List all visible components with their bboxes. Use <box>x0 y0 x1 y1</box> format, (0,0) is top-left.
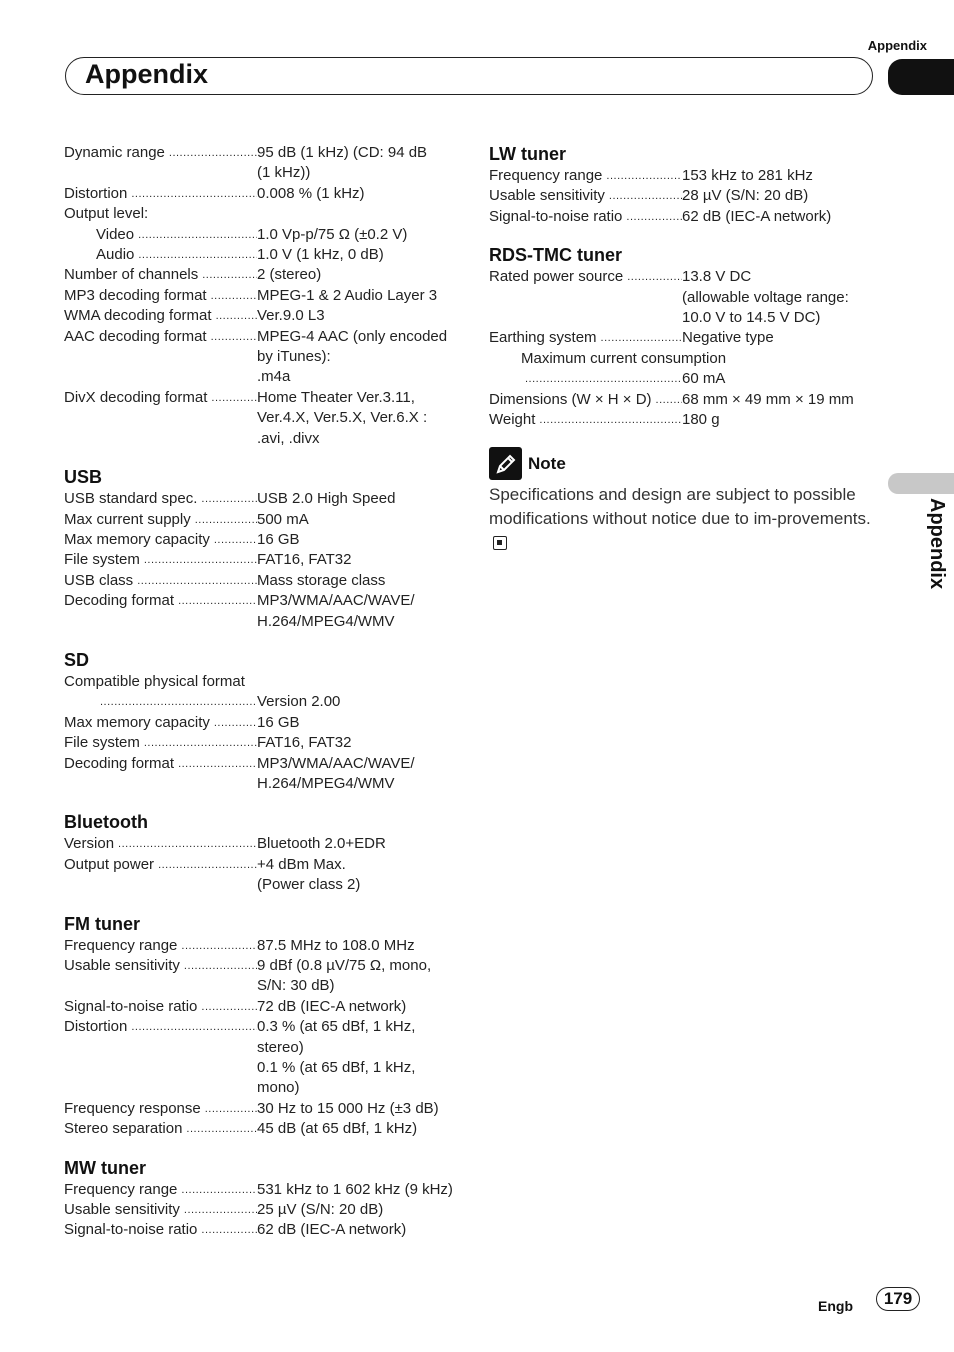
spec-label-cell <box>64 408 257 428</box>
right-column <box>489 143 884 555</box>
spec-label <box>64 692 96 712</box>
spec-label: Decoding format <box>64 592 175 610</box>
spec-label: Decoding format <box>64 754 175 772</box>
spec-row <box>64 388 459 408</box>
spec-label: Earthing system <box>489 329 597 347</box>
leader-dots <box>601 328 682 348</box>
side-section-label <box>920 498 950 608</box>
spec-label: Frequency response <box>64 1099 201 1117</box>
spec-value: Ver.4.X, Ver.5.X, Ver.6.X : <box>257 409 428 427</box>
spec-row <box>64 1220 459 1240</box>
spec-row <box>489 369 884 389</box>
end-of-section-icon <box>493 536 507 550</box>
spec-rds-tmc-section <box>489 244 884 430</box>
spec-label-cell <box>64 429 257 449</box>
note-header <box>489 447 884 480</box>
spec-value: 60 mA <box>682 370 726 388</box>
spec-row <box>64 1119 459 1139</box>
spec-row <box>64 530 459 550</box>
spec-row <box>64 286 459 306</box>
spec-label: Distortion <box>64 184 128 202</box>
spec-value: .avi, .divx <box>257 429 320 447</box>
spec-label: Max memory capacity <box>64 530 210 548</box>
spec-label: Usable sensitivity <box>489 187 605 205</box>
spec-label: Signal-to-noise ratio <box>64 1221 198 1239</box>
spec-value: FAT16, FAT32 <box>257 734 352 752</box>
leader-dots <box>118 834 257 854</box>
spec-row <box>64 510 459 530</box>
spec-label: Frequency range <box>489 167 603 184</box>
leader-dots <box>184 1200 257 1220</box>
spec-label: File system <box>64 734 140 752</box>
spec-label: USB class <box>64 571 134 589</box>
spec-row <box>64 489 459 509</box>
section-heading: Bluetooth <box>64 812 148 833</box>
spec-value: 45 dB (at 65 dBf, 1 kHz) <box>257 1120 418 1138</box>
spec-label-cell <box>64 245 257 265</box>
spec-label-cell <box>64 591 257 611</box>
spec-row <box>64 754 459 774</box>
spec-row <box>64 936 459 956</box>
leader-dots <box>131 184 257 204</box>
spec-value: FAT16, FAT32 <box>257 551 352 569</box>
leader-dots <box>202 265 257 285</box>
leader-dots <box>201 489 257 509</box>
spec-label-cell <box>64 265 257 285</box>
spec-row <box>64 429 459 449</box>
leader-dots <box>214 530 257 550</box>
spec-label-cell <box>489 267 682 287</box>
leader-dots <box>656 390 682 410</box>
spec-row <box>64 1017 459 1037</box>
leader-dots <box>169 143 257 163</box>
spec-lw-tuner-section <box>489 143 884 227</box>
spec-label: Dynamic range <box>64 144 165 161</box>
side-label-text: Appendix <box>926 498 948 590</box>
section-heading: MW tuner <box>64 1157 146 1178</box>
spec-bluetooth-section <box>64 811 459 895</box>
spec-label: AAC decoding format <box>64 327 207 345</box>
spec-value: 9 dBf (0.8 µV/75 Ω, mono, <box>257 957 432 974</box>
note-text: Specifications and design are subject to possible modifications without notice due to im-provements. <box>489 485 871 529</box>
leader-dots <box>205 1099 257 1119</box>
spec-value: MPEG-4 AAC (only encoded <box>257 327 448 345</box>
leader-dots <box>525 369 682 389</box>
spec-row <box>64 1180 459 1200</box>
spec-label-cell <box>489 328 682 348</box>
spec-value: mono) <box>257 1079 300 1097</box>
spec-row <box>64 612 459 632</box>
spec-label: Max current supply <box>64 510 191 528</box>
spec-label-cell <box>64 754 257 774</box>
spec-label-cell <box>64 184 257 204</box>
spec-row <box>64 976 459 996</box>
spec-label: Output power <box>64 855 155 873</box>
leader-dots <box>100 692 257 712</box>
spec-row <box>64 163 459 183</box>
leader-dots <box>181 936 257 956</box>
spec-label-cell <box>64 347 257 367</box>
spec-value: (allowable voltage range: <box>682 288 849 306</box>
spec-label-cell <box>64 692 257 712</box>
spec-value: Mass storage class <box>257 571 386 589</box>
spec-value: .m4a <box>257 368 291 386</box>
spec-value <box>257 204 459 224</box>
note-title: Note <box>528 453 566 473</box>
spec-value: stereo) <box>257 1038 304 1056</box>
spec-row <box>64 550 459 570</box>
spec-value: Bluetooth 2.0+EDR <box>257 835 386 853</box>
spec-row <box>64 1038 459 1058</box>
spec-label-cell <box>64 875 257 895</box>
leader-dots <box>184 956 257 976</box>
spec-label: MP3 decoding format <box>64 286 207 304</box>
spec-value: Home Theater Ver.3.11, <box>257 388 415 406</box>
spec-value: 62 dB (IEC-A network) <box>682 207 832 225</box>
spec-value: 13.8 V DC <box>682 268 752 286</box>
spec-label: Rated power source <box>489 268 624 286</box>
spec-value: 0.1 % (at 65 dBf, 1 kHz, <box>257 1059 416 1077</box>
spec-label-cell <box>64 550 257 570</box>
spec-row <box>64 204 459 224</box>
spec-value: +4 dBm Max. <box>257 855 346 873</box>
spec-label-cell <box>64 225 257 245</box>
spec-label: Signal-to-noise ratio <box>489 207 623 225</box>
spec-row <box>64 245 459 265</box>
spec-label-cell <box>64 713 257 733</box>
spec-label-cell <box>64 956 257 976</box>
spec-row <box>64 855 459 875</box>
footer-language: Engb <box>818 1298 853 1314</box>
spec-row <box>489 328 884 348</box>
spec-row <box>64 591 459 611</box>
leader-dots <box>178 754 257 774</box>
spec-row <box>64 571 459 591</box>
spec-row <box>64 327 459 347</box>
leader-dots <box>201 997 257 1017</box>
section-heading: USB <box>64 467 103 488</box>
spec-value: 500 mA <box>257 510 309 528</box>
spec-value: (1 kHz)) <box>257 164 311 182</box>
spec-label-cell <box>489 369 682 389</box>
spec-value: MP3/WMA/AAC/WAVE/ <box>257 592 415 610</box>
note-pencil-icon <box>489 447 522 480</box>
title-bar <box>65 57 873 95</box>
leader-dots <box>158 855 257 875</box>
spec-mw-tuner-section <box>64 1157 459 1241</box>
spec-row <box>489 186 884 206</box>
spec-label-cell <box>64 510 257 530</box>
spec-row <box>64 997 459 1017</box>
spec-value: H.264/MPEG4/WMV <box>257 774 395 792</box>
spec-value: 1.0 V (1 kHz, 0 dB) <box>257 246 384 264</box>
spec-row <box>64 225 459 245</box>
spec-value: 68 mm × 49 mm × 19 mm <box>682 390 854 408</box>
spec-value: 62 dB (IEC-A network) <box>257 1221 407 1239</box>
spec-value: 1.0 Vp-p/75 Ω (±0.2 V) <box>257 225 408 243</box>
spec-label: Distortion <box>64 1018 128 1036</box>
spec-value: (Power class 2) <box>257 876 361 894</box>
spec-row <box>64 184 459 204</box>
spec-label-cell <box>489 288 682 308</box>
spec-row <box>64 1058 459 1078</box>
spec-label-cell <box>64 1220 257 1240</box>
spec-label-cell <box>64 834 257 854</box>
spec-label <box>489 369 521 389</box>
leader-dots <box>195 510 257 530</box>
spec-row <box>489 207 884 227</box>
spec-row <box>489 410 884 430</box>
spec-label-cell <box>64 1058 257 1078</box>
leader-dots <box>211 327 257 347</box>
spec-row <box>64 306 459 326</box>
spec-label: Number of channels <box>64 266 199 284</box>
spec-value: Ver.9.0 L3 <box>257 307 325 325</box>
spec-label-cell <box>489 186 682 206</box>
spec-row <box>489 267 884 287</box>
spec-label: WMA decoding format <box>64 307 212 325</box>
spec-value: 95 dB (1 kHz) (CD: 94 dB <box>257 144 428 161</box>
spec-label: Compatible physical format <box>64 672 245 690</box>
spec-label: Usable sensitivity <box>64 957 180 974</box>
spec-value: 30 Hz to 15 000 Hz (±3 dB) <box>257 1099 439 1117</box>
spec-row <box>489 288 884 308</box>
section-heading: SD <box>64 649 90 670</box>
spec-label: Maximum current consumption <box>521 349 727 367</box>
page-title: Appendix <box>85 59 209 89</box>
spec-value: H.264/MPEG4/WMV <box>257 612 395 630</box>
spec-row <box>64 1099 459 1119</box>
left-column <box>64 143 459 1258</box>
spec-value: Negative type <box>682 329 774 347</box>
leader-dots <box>214 713 257 733</box>
spec-row <box>64 956 459 976</box>
spec-label-cell <box>64 936 257 956</box>
spec-intro-section <box>64 143 459 449</box>
spec-row <box>64 347 459 367</box>
spec-label-cell <box>64 306 257 326</box>
spec-label-cell <box>64 1119 257 1139</box>
spec-value: USB 2.0 High Speed <box>257 490 396 508</box>
spec-row <box>64 265 459 285</box>
spec-label: Max memory capacity <box>64 713 210 731</box>
spec-label: DivX decoding format <box>64 388 208 406</box>
spec-row <box>64 834 459 854</box>
leader-dots <box>137 571 257 591</box>
spec-label-cell <box>64 1017 257 1037</box>
spec-label-cell <box>64 143 257 163</box>
leader-dots <box>138 225 257 245</box>
spec-row <box>64 408 459 428</box>
spec-row <box>64 774 459 794</box>
leader-dots <box>626 207 682 227</box>
spec-row <box>64 367 459 387</box>
spec-row <box>489 166 884 186</box>
spec-value: 10.0 V to 14.5 V DC) <box>682 309 821 327</box>
spec-label: File system <box>64 551 140 569</box>
spec-label: Usable sensitivity <box>64 1201 180 1219</box>
spec-label: Frequency range <box>64 936 178 954</box>
section-heading: RDS-TMC tuner <box>489 245 622 266</box>
leader-dots <box>211 286 257 306</box>
spec-row <box>489 308 884 328</box>
spec-label: Version <box>64 835 115 853</box>
spec-value: 0.008 % (1 kHz) <box>257 184 365 202</box>
section-heading: LW tuner <box>489 144 566 164</box>
spec-label: USB standard spec. <box>64 490 198 508</box>
spec-value: 531 kHz to 1 602 kHz (9 kHz) <box>257 1180 453 1198</box>
spec-value: 153 kHz to 281 kHz <box>682 167 813 184</box>
spec-label-cell <box>64 571 257 591</box>
spec-label-cell <box>489 390 682 410</box>
spec-sd-section <box>64 649 459 794</box>
spec-label-cell <box>64 204 257 224</box>
spec-label-cell <box>489 166 682 186</box>
spec-label: Signal-to-noise ratio <box>64 997 198 1015</box>
spec-value: MPEG-1 & 2 Audio Layer 3 <box>257 286 438 304</box>
leader-dots <box>178 591 257 611</box>
spec-value: Version 2.00 <box>257 693 341 711</box>
spec-label-cell <box>64 1099 257 1119</box>
spec-value: 87.5 MHz to 108.0 MHz <box>257 936 415 954</box>
leader-dots <box>144 550 257 570</box>
leader-dots <box>201 1220 257 1240</box>
spec-value: 180 g <box>682 411 720 429</box>
spec-label: Weight <box>489 411 536 429</box>
spec-label-cell <box>64 286 257 306</box>
spec-label-cell <box>64 733 257 753</box>
running-head: Appendix <box>867 38 927 53</box>
leader-dots <box>211 388 257 408</box>
section-heading: FM tuner <box>64 913 140 934</box>
spec-value: 28 µV (S/N: 20 dB) <box>682 187 809 205</box>
leader-dots <box>186 1119 257 1139</box>
spec-value: 2 (stereo) <box>257 266 322 284</box>
spec-label-cell <box>64 327 257 347</box>
spec-label-cell <box>489 308 682 328</box>
spec-label: Dimensions (W × H × D) <box>489 390 652 408</box>
spec-usb-section <box>64 466 459 632</box>
spec-label-cell <box>64 388 257 408</box>
spec-row <box>64 875 459 895</box>
leader-dots <box>627 267 682 287</box>
spec-fm-tuner-section <box>64 913 459 1140</box>
leader-dots <box>144 733 257 753</box>
spec-row <box>64 692 459 712</box>
leader-dots <box>216 306 257 326</box>
spec-value: 25 µV (S/N: 20 dB) <box>257 1201 384 1219</box>
section-tab-marker <box>888 59 954 95</box>
page-number: 179 <box>876 1287 920 1311</box>
leader-dots <box>181 1180 257 1200</box>
spec-label: Output level: <box>64 205 149 223</box>
spec-label-cell <box>64 1180 257 1200</box>
leader-dots <box>609 186 682 206</box>
spec-label-cell <box>489 207 682 227</box>
leader-dots <box>138 245 257 265</box>
spec-label: Video <box>96 225 135 243</box>
spec-value: MP3/WMA/AAC/WAVE/ <box>257 754 415 772</box>
spec-value: by iTunes): <box>257 348 331 366</box>
spec-label: Stereo separation <box>64 1120 183 1138</box>
spec-label-cell <box>64 1200 257 1220</box>
spec-label: Frequency range <box>64 1180 178 1198</box>
spec-row <box>64 713 459 733</box>
spec-label-cell <box>64 774 257 794</box>
spec-row <box>64 1200 459 1220</box>
spec-label-cell <box>489 410 682 430</box>
spec-label-cell <box>64 855 257 875</box>
spec-label: Audio <box>96 246 135 264</box>
spec-value: 72 dB (IEC-A network) <box>257 997 407 1015</box>
spec-row <box>64 733 459 753</box>
spec-label-cell <box>64 163 257 183</box>
spec-row <box>64 143 459 163</box>
spec-label-cell <box>64 489 257 509</box>
spec-label-cell <box>64 367 257 387</box>
note-text-block <box>489 483 879 555</box>
spec-value: 16 GB <box>257 713 300 731</box>
leader-dots <box>539 410 682 430</box>
spec-label-cell <box>64 997 257 1017</box>
spec-value: 16 GB <box>257 530 300 548</box>
spec-value: S/N: 30 dB) <box>257 977 335 995</box>
spec-row <box>64 1078 459 1098</box>
spec-row <box>489 390 884 410</box>
leader-dots <box>131 1017 257 1037</box>
spec-value: 0.3 % (at 65 dBf, 1 kHz, <box>257 1018 416 1036</box>
spec-label-cell <box>64 1078 257 1098</box>
spec-label-cell <box>64 612 257 632</box>
leader-dots <box>606 166 682 186</box>
side-tab-marker <box>888 473 954 494</box>
spec-label-cell <box>64 1038 257 1058</box>
spec-label-cell <box>64 976 257 996</box>
spec-label-cell <box>64 530 257 550</box>
